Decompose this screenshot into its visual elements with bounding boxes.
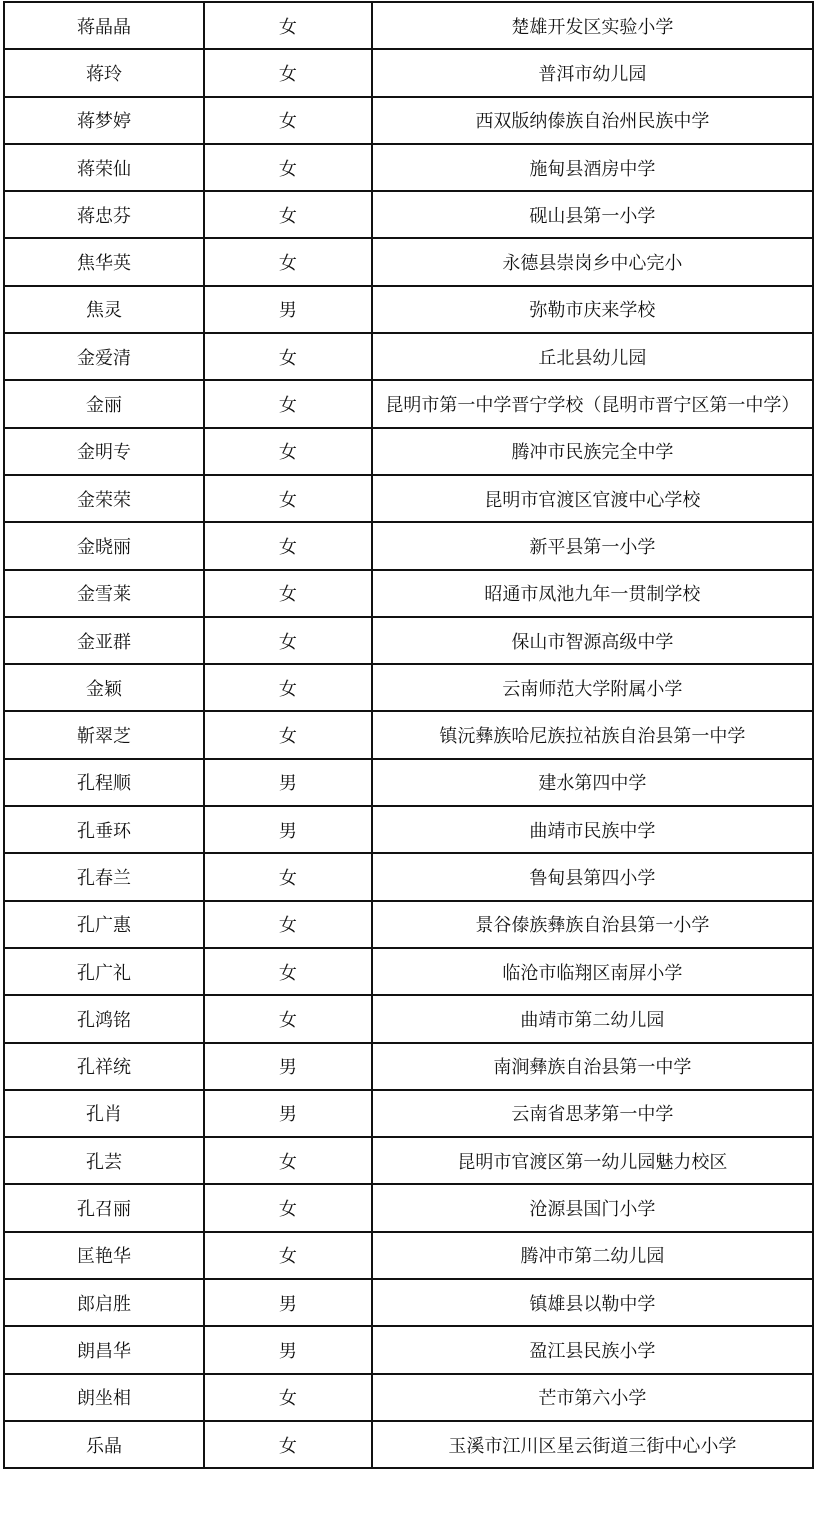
gender-cell bbox=[204, 570, 372, 617]
name-text: 蒋荣仙 bbox=[76, 158, 131, 180]
name-cell bbox=[4, 806, 204, 853]
name-cell bbox=[4, 759, 204, 806]
school-cell bbox=[372, 1184, 813, 1231]
table-row bbox=[4, 2, 813, 49]
gender-text: 男 bbox=[278, 1293, 297, 1315]
school-cell bbox=[372, 191, 813, 238]
gender-text: 女 bbox=[278, 63, 297, 85]
gender-cell bbox=[204, 380, 372, 427]
table-row bbox=[4, 570, 813, 617]
name-text: 孔垂环 bbox=[76, 820, 131, 842]
table-row bbox=[4, 995, 813, 1042]
school-text: 芒市第六小学 bbox=[538, 1388, 647, 1410]
table-row bbox=[4, 1137, 813, 1184]
gender-cell bbox=[204, 333, 372, 380]
name-cell bbox=[4, 1421, 204, 1468]
gender-text: 女 bbox=[278, 867, 297, 889]
gender-text: 女 bbox=[278, 584, 297, 606]
name-text: 孔春兰 bbox=[76, 867, 131, 889]
gender-cell bbox=[204, 1326, 372, 1373]
name-cell bbox=[4, 1090, 204, 1137]
gender-cell bbox=[204, 97, 372, 144]
school-cell bbox=[372, 238, 813, 285]
table-row bbox=[4, 428, 813, 475]
school-text: 新平县第一小学 bbox=[529, 536, 656, 558]
name-cell bbox=[4, 901, 204, 948]
name-cell bbox=[4, 286, 204, 333]
gender-cell bbox=[204, 1374, 372, 1421]
gender-text: 女 bbox=[278, 678, 297, 700]
gender-text: 女 bbox=[278, 631, 297, 653]
gender-text: 女 bbox=[278, 395, 297, 417]
school-cell bbox=[372, 1279, 813, 1326]
table-row bbox=[4, 1043, 813, 1090]
gender-text: 女 bbox=[278, 111, 297, 133]
school-cell bbox=[372, 1137, 813, 1184]
gender-cell bbox=[204, 617, 372, 664]
school-cell bbox=[372, 853, 813, 900]
table-row bbox=[4, 475, 813, 522]
gender-cell bbox=[204, 144, 372, 191]
gender-text: 女 bbox=[278, 16, 297, 38]
school-cell bbox=[372, 806, 813, 853]
name-text: 孔芸 bbox=[85, 1151, 122, 1173]
name-cell bbox=[4, 1137, 204, 1184]
name-cell bbox=[4, 617, 204, 664]
gender-cell bbox=[204, 191, 372, 238]
gender-cell bbox=[204, 1137, 372, 1184]
name-text: 孔广礼 bbox=[76, 962, 131, 984]
school-text: 镇沅彝族哈尼族拉祜族自治县第一中学 bbox=[439, 726, 746, 748]
table-row bbox=[4, 1279, 813, 1326]
name-cell bbox=[4, 475, 204, 522]
table-row bbox=[4, 1374, 813, 1421]
gender-text: 男 bbox=[278, 820, 297, 842]
school-text: 昭通市凤池九年一贯制学校 bbox=[484, 584, 701, 606]
gender-text: 男 bbox=[278, 1057, 297, 1079]
school-cell bbox=[372, 1090, 813, 1137]
school-cell bbox=[372, 97, 813, 144]
name-text: 金颖 bbox=[85, 678, 122, 700]
name-text: 郎启胜 bbox=[76, 1293, 131, 1315]
school-cell bbox=[372, 1043, 813, 1090]
name-text: 匡艳华 bbox=[76, 1246, 131, 1268]
gender-cell bbox=[204, 759, 372, 806]
name-cell bbox=[4, 522, 204, 569]
name-text: 金丽 bbox=[85, 395, 122, 417]
name-cell bbox=[4, 1326, 204, 1373]
school-cell bbox=[372, 380, 813, 427]
school-cell bbox=[372, 759, 813, 806]
table-row bbox=[4, 948, 813, 995]
name-cell bbox=[4, 428, 204, 475]
gender-cell bbox=[204, 428, 372, 475]
school-text: 腾冲市民族完全中学 bbox=[511, 442, 674, 464]
school-cell bbox=[372, 995, 813, 1042]
name-cell bbox=[4, 664, 204, 711]
table-row bbox=[4, 238, 813, 285]
gender-cell bbox=[204, 49, 372, 96]
gender-text: 女 bbox=[278, 158, 297, 180]
gender-text: 女 bbox=[278, 962, 297, 984]
name-cell bbox=[4, 49, 204, 96]
gender-cell bbox=[204, 1184, 372, 1231]
school-text: 昆明市第一中学晋宁学校（昆明市晋宁区第一中学） bbox=[385, 395, 800, 417]
name-text: 金亚群 bbox=[76, 631, 131, 653]
gender-text: 女 bbox=[278, 1151, 297, 1173]
school-cell bbox=[372, 711, 813, 758]
name-cell bbox=[4, 1374, 204, 1421]
name-cell bbox=[4, 1232, 204, 1279]
gender-cell bbox=[204, 2, 372, 49]
school-text: 弥勒市庆来学校 bbox=[529, 300, 656, 322]
school-cell bbox=[372, 948, 813, 995]
school-text: 西双版纳傣族自治州民族中学 bbox=[475, 111, 710, 133]
table-row bbox=[4, 806, 813, 853]
school-text: 玉溪市江川区星云街道三街中心小学 bbox=[448, 1435, 737, 1457]
school-text: 景谷傣族彝族自治县第一小学 bbox=[475, 915, 710, 937]
name-text: 朗昌华 bbox=[76, 1340, 131, 1362]
gender-cell bbox=[204, 286, 372, 333]
gender-cell bbox=[204, 948, 372, 995]
name-cell bbox=[4, 144, 204, 191]
name-cell bbox=[4, 711, 204, 758]
table-body bbox=[4, 2, 813, 1468]
name-text: 朗坐相 bbox=[76, 1388, 131, 1410]
table-row bbox=[4, 97, 813, 144]
gender-text: 女 bbox=[278, 489, 297, 511]
gender-cell bbox=[204, 711, 372, 758]
gender-text: 女 bbox=[278, 536, 297, 558]
table-row bbox=[4, 617, 813, 664]
gender-text: 女 bbox=[278, 1435, 297, 1457]
school-text: 沧源县国门小学 bbox=[529, 1199, 656, 1221]
school-cell bbox=[372, 286, 813, 333]
table-row bbox=[4, 49, 813, 96]
name-text: 金爱清 bbox=[76, 347, 131, 369]
school-text: 南涧彝族自治县第一中学 bbox=[493, 1057, 692, 1079]
name-cell bbox=[4, 1043, 204, 1090]
name-cell bbox=[4, 333, 204, 380]
gender-text: 女 bbox=[278, 1199, 297, 1221]
school-cell bbox=[372, 1326, 813, 1373]
table-row bbox=[4, 664, 813, 711]
gender-cell bbox=[204, 901, 372, 948]
gender-text: 女 bbox=[278, 205, 297, 227]
school-text: 曲靖市民族中学 bbox=[529, 820, 656, 842]
table-row bbox=[4, 191, 813, 238]
gender-text: 男 bbox=[278, 1340, 297, 1362]
school-cell bbox=[372, 49, 813, 96]
name-text: 金雪莱 bbox=[76, 584, 131, 606]
name-text: 孔鸿铭 bbox=[76, 1009, 131, 1031]
name-text: 蒋忠芬 bbox=[76, 205, 131, 227]
school-text: 昆明市官渡区官渡中心学校 bbox=[484, 489, 701, 511]
gender-text: 女 bbox=[278, 253, 297, 275]
table-row bbox=[4, 1326, 813, 1373]
school-cell bbox=[372, 2, 813, 49]
table-row bbox=[4, 380, 813, 427]
name-text: 焦灵 bbox=[85, 300, 122, 322]
gender-text: 男 bbox=[278, 1104, 297, 1126]
gender-cell bbox=[204, 1279, 372, 1326]
gender-text: 女 bbox=[278, 726, 297, 748]
school-text: 普洱市幼儿园 bbox=[538, 63, 647, 85]
table-row bbox=[4, 286, 813, 333]
gender-text: 男 bbox=[278, 773, 297, 795]
name-text: 金明专 bbox=[76, 442, 131, 464]
gender-text: 女 bbox=[278, 915, 297, 937]
school-text: 楚雄开发区实验小学 bbox=[511, 16, 674, 38]
gender-cell bbox=[204, 806, 372, 853]
school-text: 镇雄县以勒中学 bbox=[529, 1293, 656, 1315]
school-cell bbox=[372, 333, 813, 380]
school-text: 施甸县酒房中学 bbox=[529, 158, 656, 180]
school-cell bbox=[372, 475, 813, 522]
teacher-list-table bbox=[3, 1, 814, 1469]
name-text: 孔程顺 bbox=[76, 773, 131, 795]
school-text: 临沧市临翔区南屏小学 bbox=[502, 962, 683, 984]
gender-text: 女 bbox=[278, 1009, 297, 1031]
table-row bbox=[4, 144, 813, 191]
school-cell bbox=[372, 1232, 813, 1279]
school-text: 盈江县民族小学 bbox=[529, 1340, 656, 1362]
school-cell bbox=[372, 144, 813, 191]
name-cell bbox=[4, 948, 204, 995]
school-text: 保山市智源高级中学 bbox=[511, 631, 674, 653]
gender-cell bbox=[204, 853, 372, 900]
name-cell bbox=[4, 853, 204, 900]
school-cell bbox=[372, 664, 813, 711]
table-row bbox=[4, 522, 813, 569]
table-row bbox=[4, 1090, 813, 1137]
name-text: 金荣荣 bbox=[76, 489, 131, 511]
table-row bbox=[4, 333, 813, 380]
school-cell bbox=[372, 570, 813, 617]
school-text: 云南师范大学附属小学 bbox=[502, 678, 683, 700]
name-cell bbox=[4, 191, 204, 238]
name-text: 孔召丽 bbox=[76, 1199, 131, 1221]
name-cell bbox=[4, 1279, 204, 1326]
table-row bbox=[4, 711, 813, 758]
name-text: 乐晶 bbox=[85, 1435, 122, 1457]
gender-cell bbox=[204, 664, 372, 711]
gender-text: 女 bbox=[278, 347, 297, 369]
school-cell bbox=[372, 1421, 813, 1468]
name-cell bbox=[4, 97, 204, 144]
gender-cell bbox=[204, 1043, 372, 1090]
gender-text: 女 bbox=[278, 1388, 297, 1410]
school-text: 建水第四中学 bbox=[538, 773, 647, 795]
name-text: 蒋梦婷 bbox=[76, 111, 131, 133]
school-text: 昆明市官渡区第一幼儿园魅力校区 bbox=[457, 1151, 728, 1173]
school-cell bbox=[372, 617, 813, 664]
table-row bbox=[4, 759, 813, 806]
name-text: 焦华英 bbox=[76, 253, 131, 275]
gender-cell bbox=[204, 522, 372, 569]
school-cell bbox=[372, 428, 813, 475]
name-text: 靳翠芝 bbox=[76, 726, 131, 748]
school-text: 砚山县第一小学 bbox=[529, 205, 656, 227]
gender-cell bbox=[204, 1421, 372, 1468]
name-cell bbox=[4, 380, 204, 427]
name-cell bbox=[4, 2, 204, 49]
name-text: 金晓丽 bbox=[76, 536, 131, 558]
table-row bbox=[4, 853, 813, 900]
name-text: 蒋晶晶 bbox=[76, 16, 131, 38]
gender-cell bbox=[204, 1232, 372, 1279]
school-text: 永德县崇岗乡中心完小 bbox=[502, 253, 683, 275]
name-text: 孔祥统 bbox=[76, 1057, 131, 1079]
gender-cell bbox=[204, 1090, 372, 1137]
school-text: 鲁甸县第四小学 bbox=[529, 867, 656, 889]
table-row bbox=[4, 901, 813, 948]
table-row bbox=[4, 1232, 813, 1279]
school-cell bbox=[372, 522, 813, 569]
name-text: 孔广惠 bbox=[76, 915, 131, 937]
school-cell bbox=[372, 901, 813, 948]
gender-text: 男 bbox=[278, 300, 297, 322]
school-text: 丘北县幼儿园 bbox=[538, 347, 647, 369]
table-row bbox=[4, 1184, 813, 1231]
gender-cell bbox=[204, 995, 372, 1042]
name-text: 蒋玲 bbox=[85, 63, 122, 85]
school-cell bbox=[372, 1374, 813, 1421]
name-cell bbox=[4, 995, 204, 1042]
gender-cell bbox=[204, 475, 372, 522]
gender-text: 女 bbox=[278, 442, 297, 464]
gender-text: 女 bbox=[278, 1246, 297, 1268]
name-cell bbox=[4, 570, 204, 617]
table-row bbox=[4, 1421, 813, 1468]
school-text: 云南省思茅第一中学 bbox=[511, 1104, 674, 1126]
name-text: 孔肖 bbox=[85, 1104, 122, 1126]
school-text: 曲靖市第二幼儿园 bbox=[520, 1009, 665, 1031]
name-cell bbox=[4, 1184, 204, 1231]
school-text: 腾冲市第二幼儿园 bbox=[520, 1246, 665, 1268]
gender-cell bbox=[204, 238, 372, 285]
name-cell bbox=[4, 238, 204, 285]
